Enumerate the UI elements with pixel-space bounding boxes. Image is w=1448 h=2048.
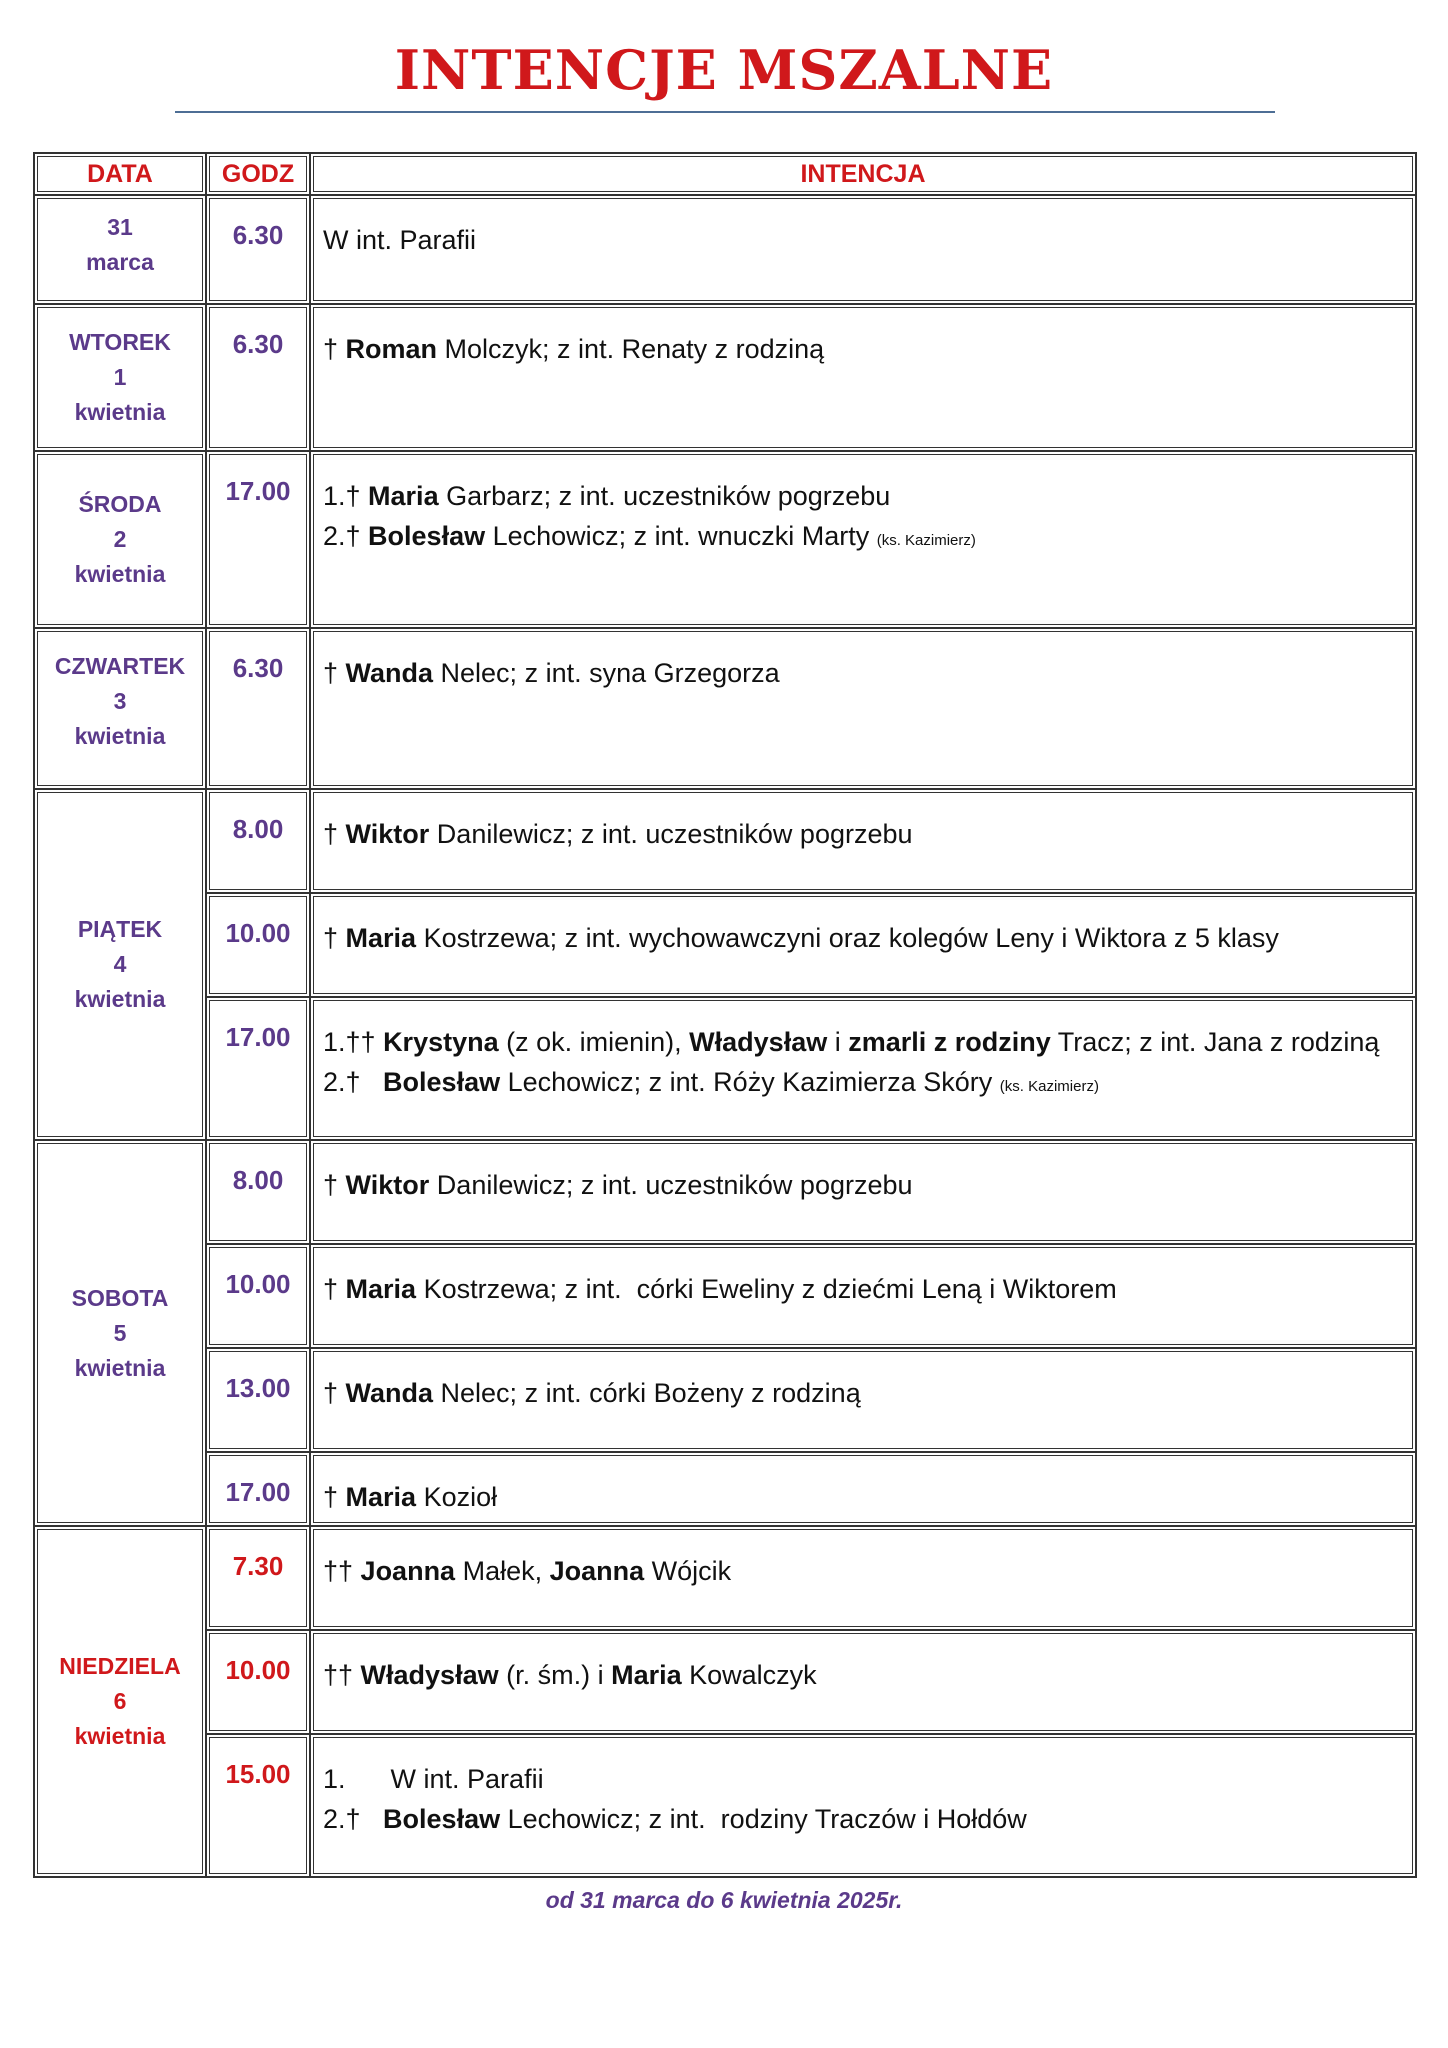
- day-month: kwietnia: [74, 1723, 166, 1749]
- intention-text: †: [323, 819, 346, 849]
- intention-line: [323, 220, 1405, 260]
- intention-text: Danilewicz; z int. uczestników pogrzebu: [429, 1170, 913, 1200]
- intention-line: [323, 516, 1405, 561]
- deceased-name: Joanna: [360, 1556, 456, 1586]
- intention-cell: [310, 1526, 1416, 1630]
- intention-text: Tracz; z int. Jana z rodziną: [1050, 1027, 1380, 1057]
- intention-text: †: [323, 334, 346, 364]
- intention-cell: [310, 893, 1416, 997]
- mass-hour: 8.00: [206, 1140, 310, 1244]
- day-name: CZWARTEK: [54, 653, 186, 679]
- day-month: kwietnia: [74, 986, 166, 1012]
- deceased-name: Władysław: [689, 1027, 828, 1057]
- deceased-name: Bolesław: [383, 1067, 501, 1097]
- intention-text: ††: [323, 1660, 361, 1690]
- intention-text: Garbarz; z int. uczestników pogrzebu: [438, 481, 891, 511]
- day-name: SOBOTA: [71, 1284, 169, 1311]
- table-row: [34, 1348, 1416, 1452]
- mass-hour: 17.00: [206, 451, 310, 628]
- day-number: 31: [107, 214, 133, 240]
- day-number: 6: [113, 1688, 127, 1714]
- deceased-name: Joanna: [549, 1556, 645, 1586]
- intention-text: 2.†: [323, 521, 369, 551]
- day-name: ŚRODA: [78, 491, 162, 517]
- deceased-name: Krystyna: [383, 1027, 499, 1057]
- mass-hour: 7.30: [206, 1526, 310, 1630]
- deceased-name: Roman: [345, 334, 438, 364]
- intention-line: [323, 653, 1405, 693]
- intention-text: Nelec; z int. córki Bożeny z rodziną: [433, 1378, 861, 1408]
- table-row: [34, 1630, 1416, 1734]
- table-header-row: [34, 153, 1416, 195]
- deceased-name: Maria: [345, 1274, 417, 1304]
- intention-text: 1. W int. Parafii: [323, 1764, 544, 1794]
- deceased-name: Maria: [368, 481, 439, 511]
- mass-hour: 10.00: [206, 1244, 310, 1348]
- day-cell: [34, 451, 206, 628]
- intention-line: [323, 1022, 1405, 1062]
- deceased-name: Wanda: [345, 658, 434, 688]
- celebrant-note: (ks. Kazimierz): [999, 1078, 1099, 1095]
- table-row: [34, 789, 1416, 893]
- intention-text: Małek,: [455, 1556, 550, 1586]
- mass-hour: 8.00: [206, 789, 310, 893]
- intention-text: Lechowicz; z int. wnuczki Marty: [485, 521, 877, 551]
- deceased-name: zmarli z rodziny: [848, 1027, 1051, 1057]
- deceased-name: Maria: [345, 923, 417, 953]
- day-month: kwietnia: [74, 1354, 166, 1381]
- intention-line: [323, 1551, 1405, 1591]
- day-name: WTOREK: [69, 329, 171, 355]
- title-divider: [175, 111, 1275, 113]
- table-row: [34, 1526, 1416, 1630]
- intention-text: Molczyk; z int. Renaty z rodziną: [437, 334, 825, 364]
- table-row: [34, 1734, 1416, 1877]
- intention-line: [323, 1165, 1405, 1205]
- table-row: [34, 1140, 1416, 1244]
- intention-cell: [310, 1348, 1416, 1452]
- mass-hour: 10.00: [206, 893, 310, 997]
- table-row: [34, 628, 1416, 789]
- table-row: [34, 304, 1416, 451]
- day-cell: [34, 1140, 206, 1526]
- mass-hour: 10.00: [206, 1630, 310, 1734]
- intention-text: (z ok. imienin),: [498, 1027, 690, 1057]
- intention-line: [323, 1269, 1405, 1309]
- table-row: [34, 195, 1416, 304]
- day-name: NIEDZIELA: [59, 1653, 181, 1679]
- intention-line: [323, 329, 1405, 369]
- intention-cell: [310, 789, 1416, 893]
- mass-hour: 6.30: [206, 304, 310, 451]
- intention-text: 2.†: [323, 1804, 384, 1834]
- deceased-name: Bolesław: [368, 521, 486, 551]
- deceased-name: Wiktor: [345, 819, 430, 849]
- intention-text: Kostrzewa; z int. wychowawczyni oraz kolegów Leny i Wiktora z 5 klasy: [416, 923, 1279, 953]
- intention-cell: [310, 997, 1416, 1140]
- intention-text: †: [323, 1378, 346, 1408]
- day-cell: [34, 1526, 206, 1877]
- intention-line: [323, 1655, 1405, 1695]
- intention-line: [323, 476, 1405, 516]
- day-month: marca: [86, 249, 154, 275]
- intention-line: [323, 1062, 1405, 1107]
- mass-intentions-table: [33, 152, 1417, 1878]
- footer-date-range: od 31 marca do 6 kwietnia 2025r.: [545, 1887, 903, 1913]
- table-row: [34, 997, 1416, 1140]
- intention-text: Kozioł: [416, 1482, 498, 1512]
- intention-text: i: [827, 1027, 849, 1057]
- celebrant-note: (ks. Kazimierz): [876, 532, 976, 549]
- intention-line: [323, 918, 1405, 958]
- intention-line: [323, 1373, 1405, 1413]
- intention-line: [323, 1799, 1405, 1839]
- deceased-name: Bolesław: [383, 1804, 501, 1834]
- mass-hour: 17.00: [206, 1452, 310, 1526]
- table-row: [34, 893, 1416, 997]
- intention-cell: [310, 1452, 1416, 1526]
- intention-text: Lechowicz; z int. rodziny Traczów i Hołdów: [500, 1804, 1027, 1834]
- intention-text: †: [323, 1274, 346, 1304]
- intention-text: ††: [323, 1556, 361, 1586]
- day-cell: [34, 628, 206, 789]
- intention-line: [323, 1477, 1405, 1517]
- intention-cell: [310, 451, 1416, 628]
- day-name: PIĄTEK: [77, 916, 163, 942]
- table-row: [34, 451, 1416, 628]
- deceased-name: Maria: [611, 1660, 682, 1690]
- intention-cell: [310, 1244, 1416, 1348]
- intention-text: 2.†: [323, 1067, 384, 1097]
- intention-text: Nelec; z int. syna Grzegorza: [433, 658, 780, 688]
- header-hour: GODZ: [206, 153, 310, 195]
- mass-hour: 15.00: [206, 1734, 310, 1877]
- mass-hour: 13.00: [206, 1348, 310, 1452]
- mass-hour: 17.00: [206, 997, 310, 1140]
- intention-cell: [310, 304, 1416, 451]
- table-row: [34, 1244, 1416, 1348]
- day-number: 3: [113, 688, 127, 714]
- intention-text: 1.††: [323, 1027, 384, 1057]
- deceased-name: Wiktor: [345, 1170, 430, 1200]
- intention-cell: [310, 1734, 1416, 1877]
- day-number: 5: [113, 1319, 127, 1346]
- intention-text: (r. śm.) i: [498, 1660, 612, 1690]
- page-title: INTENCJE MSZALNE: [394, 38, 1054, 102]
- header-intention: INTENCJA: [310, 153, 1416, 195]
- intention-cell: [310, 1630, 1416, 1734]
- deceased-name: Wanda: [345, 1378, 434, 1408]
- day-cell: [34, 195, 206, 304]
- day-month: kwietnia: [74, 561, 166, 587]
- deceased-name: Maria: [345, 1482, 417, 1512]
- intention-text: †: [323, 1170, 346, 1200]
- intention-text: Wójcik: [644, 1556, 732, 1586]
- intention-text: Danilewicz; z int. uczestników pogrzebu: [429, 819, 913, 849]
- day-month: kwietnia: [74, 723, 166, 749]
- day-number: 4: [113, 951, 127, 977]
- day-number: 1: [113, 364, 127, 390]
- day-month: kwietnia: [74, 399, 166, 425]
- intention-text: Lechowicz; z int. Róży Kazimierza Skóry: [500, 1067, 1000, 1097]
- header-date: DATA: [34, 153, 206, 195]
- intention-text: †: [323, 658, 346, 688]
- intention-cell: [310, 628, 1416, 789]
- day-cell: [34, 789, 206, 1140]
- deceased-name: Władysław: [360, 1660, 499, 1690]
- intention-cell: [310, 1140, 1416, 1244]
- day-cell: [34, 304, 206, 451]
- intention-line: [323, 814, 1405, 854]
- mass-hour: 6.30: [206, 628, 310, 789]
- intention-text: W int. Parafii: [323, 225, 477, 255]
- table-row: [34, 1452, 1416, 1526]
- intention-text: Kowalczyk: [681, 1660, 817, 1690]
- intention-text: Kostrzewa; z int. córki Eweliny z dziećmi Leną i Wiktorem: [416, 1274, 1117, 1304]
- intention-text: 1.†: [323, 481, 369, 511]
- intention-text: †: [323, 923, 346, 953]
- day-number: 2: [113, 526, 127, 552]
- intention-line: [323, 1759, 1405, 1799]
- intention-text: †: [323, 1482, 346, 1512]
- intention-cell: [310, 195, 1416, 304]
- mass-hour: 6.30: [206, 195, 310, 304]
